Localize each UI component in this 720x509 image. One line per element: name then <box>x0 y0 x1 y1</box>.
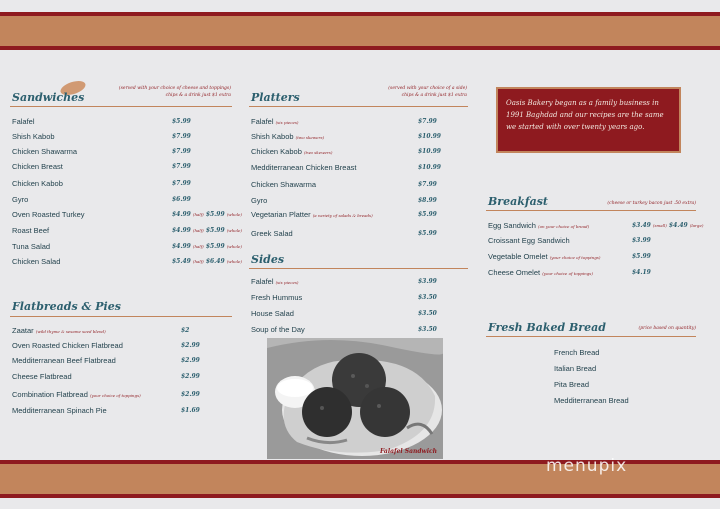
menupix-watermark: menupix <box>546 456 628 476</box>
bread-item: French Bread <box>554 348 600 357</box>
side-price: $3.50 <box>418 326 437 333</box>
sandwich-item: Chicken Breast <box>12 162 63 171</box>
breakfast-note: (cheese or turkey bacon just .50 extra) <box>607 201 696 206</box>
side-price: $3.50 <box>418 310 437 317</box>
platter-item: Vegetarian Platter (a variety of salads & breads) <box>251 210 373 219</box>
side-item: Soup of the Day <box>251 325 305 334</box>
sandwich-price: $7.99 <box>172 180 191 187</box>
platter-price: $5.99 <box>418 230 437 237</box>
breakfast-heading: Breakfast <box>488 195 548 208</box>
breakfast-rule <box>486 210 696 211</box>
platter-price: $7.99 <box>418 118 437 125</box>
flatbread-item: Cheese Flatbread <box>12 372 72 381</box>
flatbreads-heading: Flatbreads & Pies <box>12 300 121 313</box>
flatbread-item: Oven Roasted Chicken Flatbread <box>12 341 123 350</box>
sandwich-item: Gyro <box>12 195 29 204</box>
flatbread-price: $2.99 <box>181 357 200 364</box>
sandwich-price: $5.49 (half) $6.49 (whole) <box>172 258 242 265</box>
sides-heading: Sides <box>251 253 285 266</box>
flatbread-price: $2 <box>181 327 190 334</box>
flatbread-item: Combination Flatbread (your choice of toppings) <box>12 390 141 399</box>
sandwich-item: Tuna Salad <box>12 242 51 251</box>
flatbread-item: Medditerranean Spinach Pie <box>12 406 107 415</box>
platter-price: $10.99 <box>418 133 441 140</box>
flatbread-item: Zaatar (wild thyme & sesame seed blend) <box>12 326 106 335</box>
platter-item: Shish Kabob (two skewers) <box>251 132 325 141</box>
platter-item: Gyro <box>251 196 268 205</box>
sandwich-item: Falafel <box>12 117 35 126</box>
bread-heading: Fresh Baked Bread <box>488 321 606 334</box>
photo-caption: Falafel Sandwich <box>380 448 437 455</box>
flatbread-item: Medditerranean Beef Flatbread <box>12 356 116 365</box>
platter-price: $5.99 <box>418 211 437 218</box>
flatbread-price: $1.69 <box>181 407 200 414</box>
breakfast-price: $3.99 <box>632 237 651 244</box>
sandwich-price: $7.99 <box>172 133 191 140</box>
platter-price: $8.99 <box>418 197 437 204</box>
platters-note <box>388 85 467 99</box>
sandwiches-note-line2: chips & a drink just $1 extra <box>165 93 231 98</box>
side-price: $3.99 <box>418 278 437 285</box>
sides-rule <box>249 268 468 269</box>
sandwich-price: $6.99 <box>172 196 191 203</box>
sandwiches-heading: Sandwiches <box>12 91 85 104</box>
platters-rule <box>249 106 468 107</box>
breakfast-price: $3.49 (small) $4.49 (large) <box>632 222 704 229</box>
sandwich-item: Roast Beef <box>12 226 50 235</box>
platter-item: Chicken Shawarma <box>251 180 317 189</box>
top-decorative-band <box>0 12 720 50</box>
sandwich-price: $4.99 (half) $5.99 (whole) <box>172 211 242 218</box>
sandwiches-rule <box>10 106 232 107</box>
about-box: Oasis Bakery began as a family business in 1991 Baghdad and our recipes are the same we started with over twenty years ago. <box>496 87 681 153</box>
bread-item: Pita Bread <box>554 380 590 389</box>
platter-item: Medditerranean Chicken Breast <box>251 163 357 172</box>
bread-note: (price based on quantity) <box>638 326 696 331</box>
platter-item: Greek Salad <box>251 229 293 238</box>
platters-note-line2: chips & a drink just $1 extra <box>401 93 467 98</box>
flatbread-price: $2.99 <box>181 373 200 380</box>
sandwich-price: $4.99 (half) $5.99 (whole) <box>172 243 242 250</box>
breakfast-item: Croissant Egg Sandwich <box>488 236 570 245</box>
sandwich-item: Shish Kabob <box>12 132 55 141</box>
sandwiches-note-line1: (served with your choice of cheese and toppings) <box>118 86 231 91</box>
platter-item: Chicken Kabob (two skewers) <box>251 147 333 156</box>
flatbread-price: $2.99 <box>181 342 200 349</box>
platters-note-line1: (served with your choice of a side) <box>388 86 467 91</box>
platter-item: Falafel (six pieces) <box>251 117 299 126</box>
bread-item: Medditerranean Bread <box>554 396 629 405</box>
side-item: Falafel (six pieces) <box>251 277 299 286</box>
sandwiches-note <box>119 85 231 99</box>
bread-item: Italian Bread <box>554 364 597 373</box>
flatbreads-rule <box>10 316 232 317</box>
breakfast-price: $4.19 <box>632 269 651 276</box>
sandwich-price: $4.99 (half) $5.99 (whole) <box>172 227 242 234</box>
breakfast-price: $5.99 <box>632 253 651 260</box>
sandwich-item: Chicken Kabob <box>12 179 63 188</box>
breakfast-item: Egg Sandwich (on your choice of bread) <box>488 221 590 230</box>
bread-rule <box>486 336 696 337</box>
flatbread-price: $2.99 <box>181 391 200 398</box>
sandwich-item: Chicken Shawarma <box>12 147 78 156</box>
side-item: Fresh Hummus <box>251 293 303 302</box>
sandwich-item: Oven Roasted Turkey <box>12 210 85 219</box>
sandwich-price: $5.99 <box>172 118 191 125</box>
platter-price: $10.99 <box>418 148 441 155</box>
side-item: House Salad <box>251 309 294 318</box>
breakfast-item: Vegetable Omelet (your choice of toppings) <box>488 252 601 261</box>
breakfast-item: Cheese Omelet (your choice of toppings) <box>488 268 593 277</box>
platter-price: $10.99 <box>418 164 441 171</box>
platters-heading: Platters <box>251 91 300 104</box>
sandwich-item: Chicken Salad <box>12 257 61 266</box>
side-price: $3.50 <box>418 294 437 301</box>
sandwich-price: $7.99 <box>172 163 191 170</box>
platter-price: $7.99 <box>418 181 437 188</box>
falafel-sandwich-photo <box>267 338 443 459</box>
falafel-illustration <box>267 338 443 459</box>
sandwich-price: $7.99 <box>172 148 191 155</box>
